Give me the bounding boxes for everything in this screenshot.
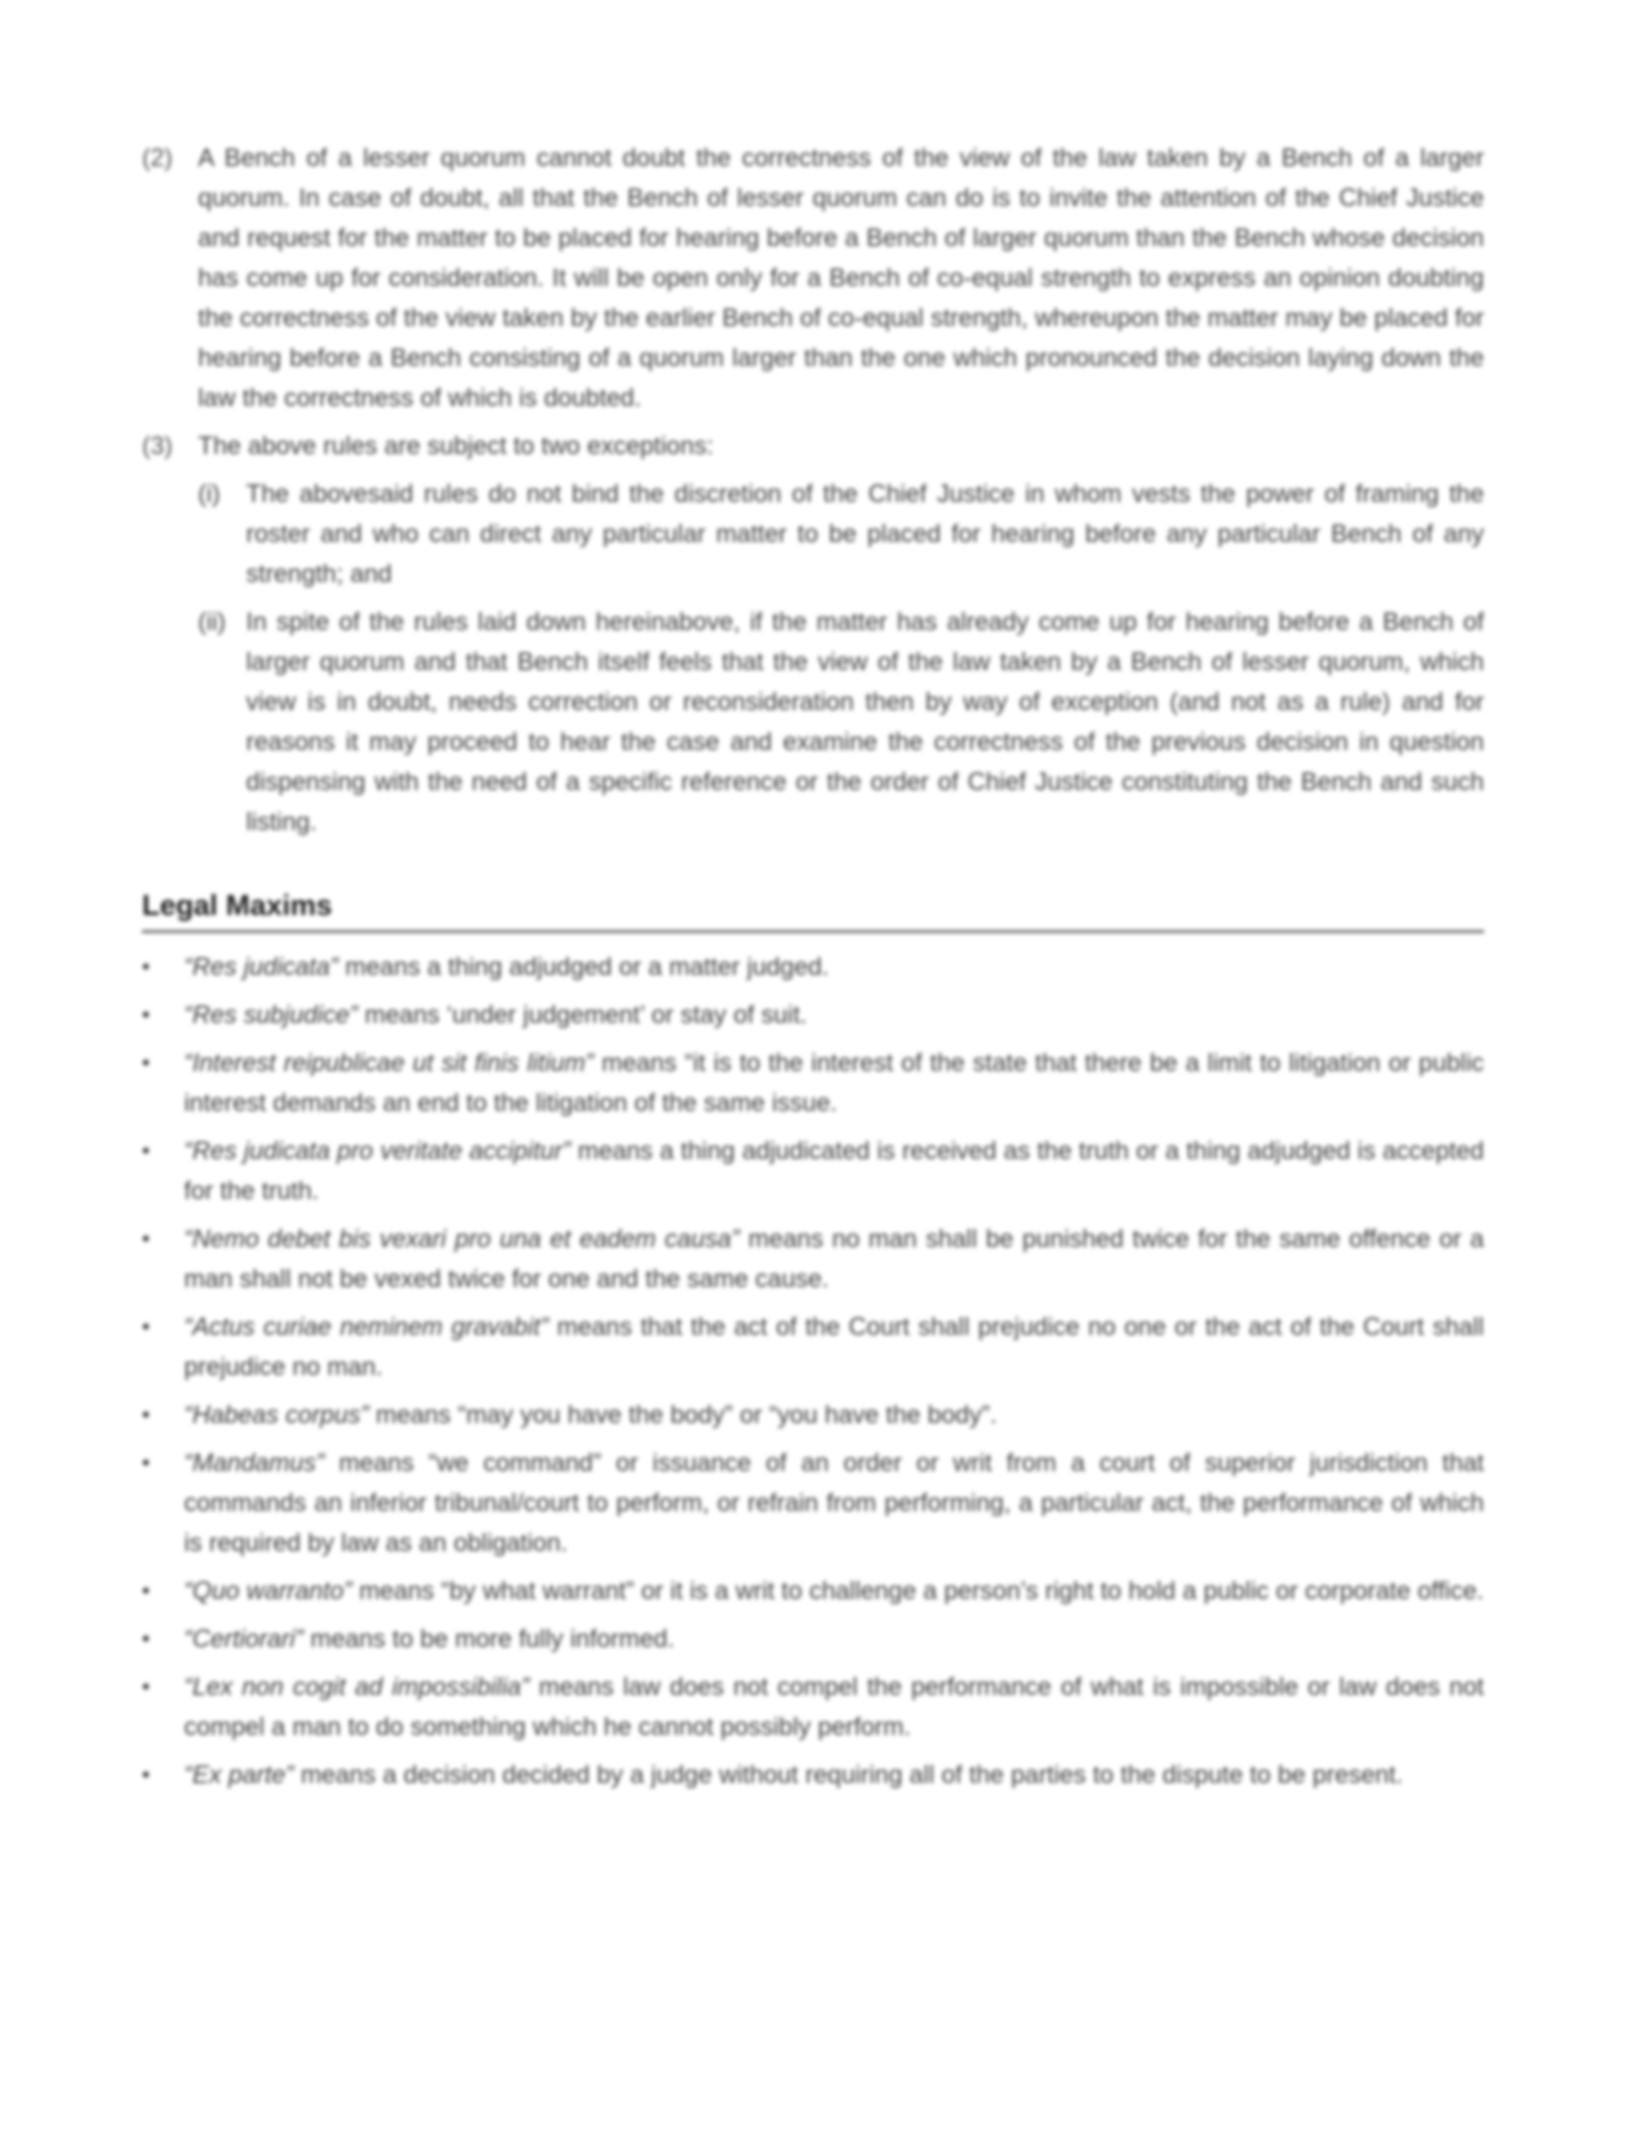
rule-number: (3): [142, 432, 173, 460]
document-page: [142, 138, 1484, 1803]
list-item: [142, 995, 1484, 1035]
bullet-icon: •: [142, 1314, 150, 1339]
bullet-icon: •: [142, 1626, 150, 1651]
bullet-icon: •: [142, 1578, 150, 1603]
rule-item-2: [142, 138, 1484, 418]
maxim-term: “Quo warranto”: [184, 1577, 353, 1605]
list-item: [142, 1571, 1484, 1611]
maxim-term: “Lex non cogit ad impossibilia”: [184, 1673, 530, 1701]
bullet-icon: •: [142, 1002, 150, 1027]
maxim-meaning: means a thing adjudged or a matter judged.: [338, 953, 829, 981]
maxim-term: “Habeas corpus”: [184, 1401, 369, 1429]
maxim-meaning: means “by what warrant” or it is a writ to challenge a person’s right to hold a public or corporate office.: [352, 1577, 1484, 1605]
list-item: [142, 947, 1484, 987]
exception-text: In spite of the rules laid down hereinabove, if the matter has already come up for hearing before a Bench of larger quorum and that Bench itself feels that the view of the law taken by a Bench of lesser quorum, which view is in doubt, needs correction or reconsideration then by way of exception (and not as a rule) and for reasons it may proceed to hear the case and examine the correctness of the previous decision in question dispensing with the need of a specific reference or the order of Chief Justice constituting the Bench and such listing.: [246, 608, 1484, 836]
rule-number: (2): [142, 144, 173, 172]
list-item: [142, 1395, 1484, 1435]
maxim-meaning: means a decision decided by a judge without requiring all of the parties to the dispute to be present.: [293, 1761, 1403, 1789]
maxim-meaning: means that the act of the Court shall prejudice no one or the act of the Court shall prejudice no man.: [184, 1313, 1484, 1381]
list-item: [142, 1619, 1484, 1659]
list-item: [142, 1755, 1484, 1795]
bullet-icon: •: [142, 1402, 150, 1427]
maxim-meaning: means “it is to the interest of the state that there be a limit to litigation or public interest demands an end to the litigation of the same issue.: [184, 1049, 1485, 1117]
bullet-icon: •: [142, 954, 150, 979]
exception-item-i: [142, 474, 1484, 594]
exception-item-ii: [142, 602, 1484, 842]
maxim-term: “Actus curiae neminem gravabit”: [184, 1313, 549, 1341]
maxim-meaning: means “may you have the body” or “you have the body”.: [368, 1401, 997, 1429]
maxim-meaning: means “we command” or issuance of an order or writ from a court of superior jurisdiction that commands an inferior tribunal/court to perform, or refrain from performing, a particular act, the performance of which is required by law as an obligation.: [184, 1449, 1484, 1557]
bullet-icon: •: [142, 1050, 150, 1075]
legal-maxims-list: [142, 947, 1484, 1795]
exceptions-list: [142, 474, 1484, 842]
maxim-term: “Res judicata”: [184, 953, 339, 981]
maxim-meaning: means a thing adjudicated is received as the truth or a thing adjudged is accepted for the truth.: [184, 1137, 1484, 1205]
maxim-term: “Res subjudice”: [184, 1001, 358, 1029]
maxim-term: “Ex parte”: [184, 1761, 294, 1789]
list-item: [142, 1307, 1484, 1387]
list-item: [142, 1219, 1484, 1299]
bullet-icon: •: [142, 1450, 150, 1475]
list-item: [142, 1667, 1484, 1747]
exception-text: The abovesaid rules do not bind the discretion of the Chief Justice in whom vests the power of framing the roster and who can direct any particular matter to be placed for hearing before any particular Bench of any strength; and: [246, 480, 1484, 588]
maxim-term: “Mandamus”: [184, 1449, 325, 1477]
section-heading-legal-maxims: Legal Maxims: [142, 886, 1484, 933]
maxim-term: “Nemo debet bis vexari pro una et eadem causa”: [184, 1225, 740, 1253]
maxim-meaning: means no man shall be punished twice for the same offence or a man shall not be vexed twice for one and the same cause.: [184, 1225, 1484, 1293]
maxim-meaning: means to be more fully informed.: [303, 1625, 675, 1653]
list-item: [142, 1443, 1484, 1563]
maxim-term: “Certiorari”: [184, 1625, 304, 1653]
maxim-meaning: means ‘under judgement’ or stay of suit.: [357, 1001, 807, 1029]
bullet-icon: •: [142, 1674, 150, 1699]
list-item: [142, 1131, 1484, 1211]
exception-number: (i): [198, 480, 221, 508]
bullet-icon: •: [142, 1226, 150, 1251]
bullet-icon: •: [142, 1762, 150, 1787]
rule-item-3: [142, 426, 1484, 466]
rule-text: The above rules are subject to two exceptions:: [198, 432, 714, 460]
list-item: [142, 1043, 1484, 1123]
maxim-term: “Res judicata pro veritate accipitur”: [184, 1137, 571, 1165]
bullet-icon: •: [142, 1138, 150, 1163]
rule-text: A Bench of a lesser quorum cannot doubt the correctness of the view of the law taken by a Bench of a larger quorum. In case of doubt, all that the Bench of lesser quorum can do is to invite the attention of the Chief Justice and request for the matter to be placed for hearing before a Bench of larger quorum than the Bench whose decision has come up for consideration. It will be open only for a Bench of co-equal strength to express an opinion doubting the correctness of the view taken by the earlier Bench of co-equal strength, whereupon the matter may be placed for hearing before a Bench consisting of a quorum larger than the one which pronounced the decision laying down the law the correctness of which is doubted.: [198, 144, 1484, 412]
maxim-term: “Interest reipublicae ut sit finis litium”: [184, 1049, 594, 1077]
exception-number: (ii): [198, 608, 226, 636]
maxim-meaning: means law does not compel the performance of what is impossible or law does not compel a man to do something which he cannot possibly perform.: [184, 1673, 1484, 1741]
